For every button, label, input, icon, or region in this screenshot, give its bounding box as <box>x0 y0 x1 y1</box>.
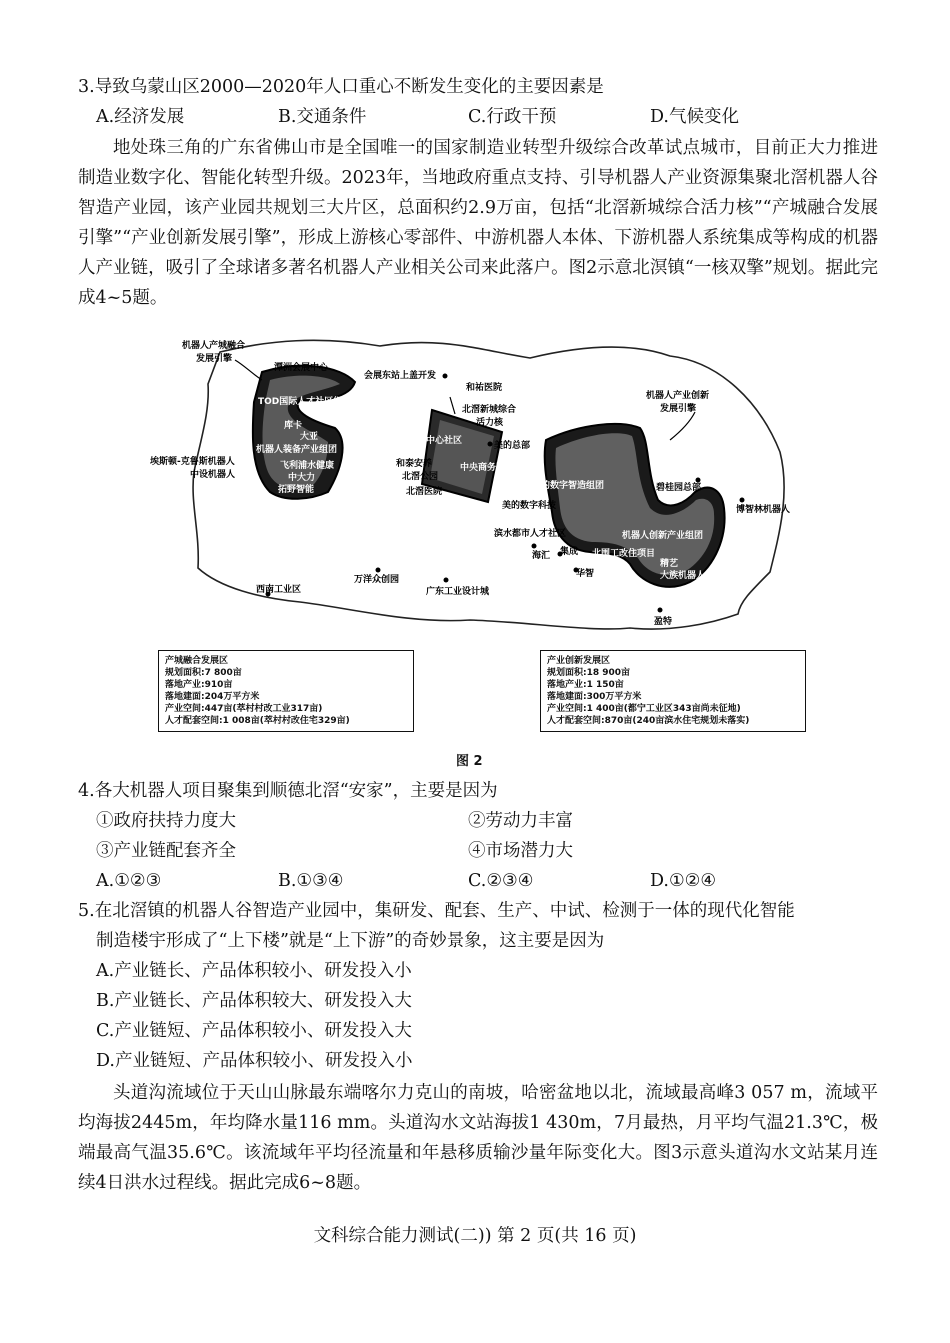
q4-item: ④市场潜力大 <box>468 841 573 861</box>
map-label: TOD国际人才社区组团 <box>258 397 352 407</box>
map-label: 海汇 <box>532 551 551 561</box>
map-label: 中大力 <box>288 473 316 483</box>
map-label: 发展引擎 <box>196 354 233 364</box>
map-label: 集成 <box>560 547 579 557</box>
q3-option-c: C.行政干预 <box>468 107 557 127</box>
passage-toudaogou: 头道沟流域位于天山山脉最东端喀尔力克山的南坡，哈密盆地以北，流域最高峰3 057 m，流域平均海拔2445m，年均降水量116 mm。头道沟水文站海拔1 430m，7月最热，月平均气温21.3℃，极端最高气温35.6℃。该流域年平均径流量和年悬移质输沙量年际变化大。图3示意头道沟水文站某月连续4日洪水过程线。据此完成6~8题。 <box>78 1083 878 1193</box>
q5-option-c: C.产业链短、产品体积较小、研发投入大 <box>96 1021 412 1041</box>
map-label: 飞利浦水健康 <box>280 461 335 471</box>
map-label: 盈特 <box>654 617 673 627</box>
q4-option-c: C.②③④ <box>468 871 534 891</box>
q4-option-a: A.①②③ <box>96 871 162 891</box>
map-label: 万洋众创园 <box>354 575 400 585</box>
right-box-title: 产业创新发展区 <box>547 656 611 666</box>
left-box-title: 产城融合发展区 <box>165 656 229 666</box>
right-box-line: 落地建面:300万平方米 <box>547 692 642 702</box>
q4-item: ②劳动力丰富 <box>468 811 573 831</box>
q4-stem: 4.各大机器人项目聚集到顺德北滘“安家”，主要是因为 <box>78 781 498 801</box>
q4-option-b: B.①③④ <box>278 871 344 891</box>
map-label: 活力核 <box>476 418 504 428</box>
map-label: 碧桂园总部 <box>656 483 702 493</box>
map-label: 博智林机器人 <box>736 505 791 515</box>
map-label: 发展引擎 <box>660 404 697 414</box>
q3-option-b: B.交通条件 <box>278 107 367 127</box>
map-label: 和泰安养 <box>396 459 433 469</box>
map-label: 美的总部 <box>494 441 531 451</box>
map-label: 机器人产城融合 <box>182 341 246 351</box>
map-label: 机器人创新产业组团 <box>622 531 704 541</box>
map-label: 中央商务区 <box>460 463 506 473</box>
left-box-line: 人才配套空间:1 008亩(萃村村改住宅329亩) <box>165 716 350 726</box>
map-label: 埃斯顿-克鲁斯机器人 <box>150 457 235 467</box>
map-label: 美的数字科技 <box>502 501 557 511</box>
q3-stem: 3.导致乌蒙山区2000—2020年人口重心不断发生变化的主要因素是 <box>78 77 604 97</box>
map-label: 和祐医院 <box>466 383 503 393</box>
map-label: 机器人产业创新 <box>646 391 710 401</box>
figure-caption: 图 2 <box>456 754 483 769</box>
map-label: 潭洲会展中心 <box>274 363 329 373</box>
q5-option-d: D.产业链短、产品体积较小、研发投入小 <box>96 1051 413 1071</box>
q3-option-d: D.气候变化 <box>650 107 739 127</box>
right-box-line: 规划面积:18 900亩 <box>547 668 631 678</box>
q4-item: ①政府扶持力度大 <box>96 811 236 831</box>
q4-option-d: D.①②④ <box>650 871 717 891</box>
left-box-line: 落地建面:204万平方米 <box>165 692 260 702</box>
map-label: 中设机器人 <box>190 470 236 480</box>
right-zone-stats-box <box>540 650 806 732</box>
left-zone-stats-box <box>158 650 414 732</box>
map-label: 北滘公园 <box>402 472 439 482</box>
q5-option-a: A.产业链长、产品体积较小、研发投入小 <box>96 961 412 981</box>
q5-stem-line2: 制造楼宇形成了“上下楼”就是“上下游”的奇妙景象，这主要是因为 <box>96 931 605 951</box>
map-label: 拓野智能 <box>278 485 315 495</box>
map-label: 库卡 <box>284 421 303 431</box>
right-box-line: 人才配套空间:870亩(240亩滨水住宅规划未落实) <box>547 716 750 726</box>
map-label: 美的数字智造组团 <box>532 481 605 491</box>
page-footer: 文科综合能力测试(二)) 第 2 页(共 16 页) <box>313 1226 637 1246</box>
right-box-line: 产业空间:1 400亩(都宁工业区343亩尚未征地) <box>547 704 741 714</box>
map-label: 滨水都市人才社区 <box>494 529 567 539</box>
map-label: 机器人装备产业组团 <box>256 445 338 455</box>
map-label: 会展东站上盖开发 <box>364 371 437 381</box>
map-label: 北滘新城综合 <box>462 405 517 415</box>
map-label: 中心社区 <box>426 436 463 446</box>
left-box-line: 产业空间:447亩(萃村村改工业317亩) <box>165 704 323 714</box>
q4-item: ③产业链配套齐全 <box>96 841 236 861</box>
left-box-line: 落地产业:910亩 <box>165 680 233 690</box>
map-label: 广东工业设计城 <box>426 587 490 597</box>
q3-option-a: A.经济发展 <box>96 107 185 127</box>
passage-robot-industry: 地处珠三角的广东省佛山市是全国唯一的国家制造业转型升级综合改革试点城市，目前正大力推进制造业数字化、智能化转型升级。2023年，当地政府重点支持、引导机器人产业资源集聚北滘机器人谷智造产业园，该产业园共规划三大片区，总面积约2.9万亩，包括“北滘新城综合活力核”“产城融合发展引擎”“产业创新发展引擎”，形成上游核心零部件、中游机器人本体、下游机器人系统集成等构成的机器人产业链，吸引了全球诸多著名机器人产业相关公司来此落户。图2示意北溟镇“一核双擎”规划。据此完成4~5题。 <box>78 138 878 308</box>
map-label: 北滘医院 <box>406 487 443 497</box>
map-label: 华智 <box>576 569 595 579</box>
map-label: 大族机器人 <box>660 571 706 581</box>
q5-option-b: B.产业链长、产品体积较大、研发投入大 <box>96 991 412 1011</box>
map-label: 大亚 <box>300 432 319 442</box>
left-box-line: 规划面积:7 800亩 <box>165 668 242 678</box>
map-label: 西南工业区 <box>256 585 302 595</box>
right-box-line: 落地产业:1 150亩 <box>547 680 624 690</box>
map-label: 精艺 <box>660 559 679 569</box>
map-label: 北围工改住项目 <box>592 549 656 559</box>
q5-stem-line1: 5.在北滘镇的机器人谷智造产业园中，集研发、配套、生产、中试、检测于一体的现代化智能 <box>78 901 795 921</box>
